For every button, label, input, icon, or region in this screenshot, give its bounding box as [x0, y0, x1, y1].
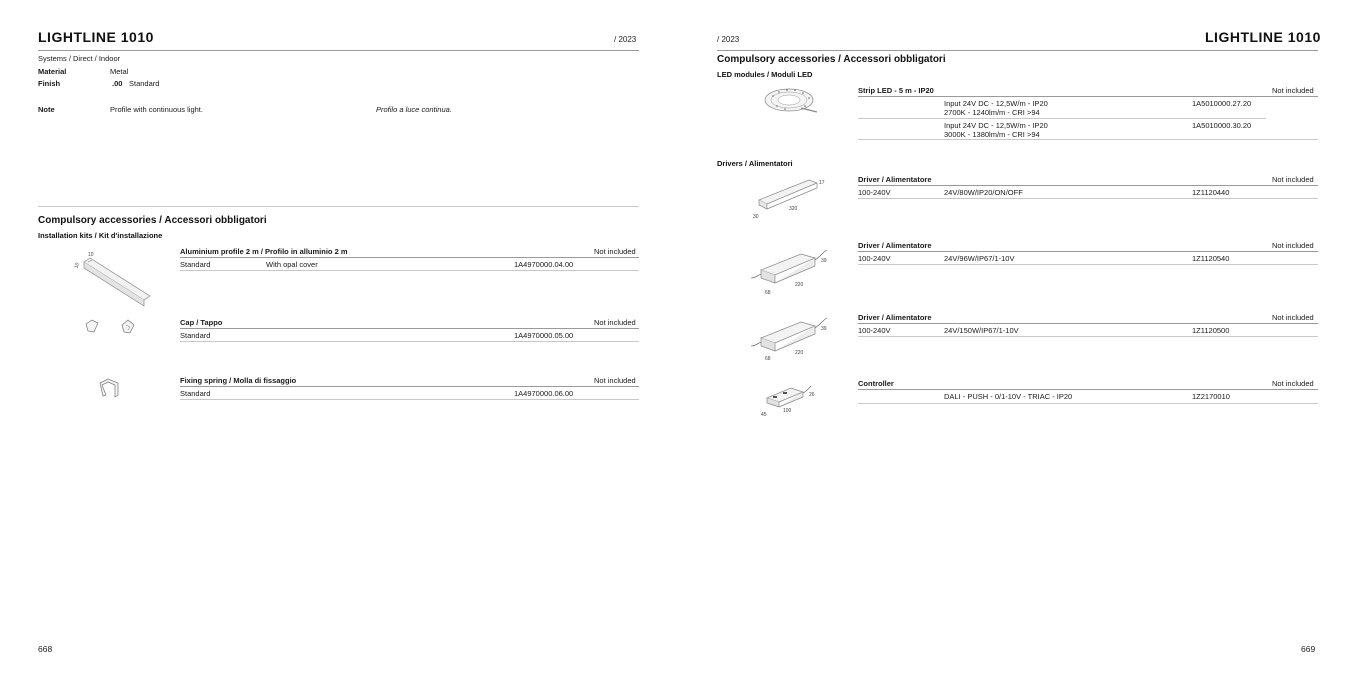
dim-width: 30 — [753, 214, 759, 220]
row-divider — [180, 399, 639, 400]
strip-spec-line2: 3000K - 1380lm/m - CRI >94 — [944, 130, 1040, 139]
availability-label: Not included — [1272, 313, 1314, 322]
strip-spec-line1: Input 24V DC - 12,5W/m - IP20 — [944, 121, 1048, 130]
product-divider — [180, 328, 639, 329]
driver-spec: 24V/96W/IP67/1-10V — [944, 254, 1015, 263]
availability-label: Not included — [1272, 379, 1314, 388]
product-divider — [180, 386, 639, 387]
section-subtitle: Installation kits / Kit d'installazione — [38, 231, 163, 240]
product-code: 1A5010000.27.20 — [1192, 99, 1252, 108]
strip-led-name: Strip LED - 5 m - IP20 — [858, 86, 934, 95]
dim-height: 17 — [819, 180, 825, 186]
right-page — [677, 0, 1355, 677]
driver-96w-illustration — [751, 242, 827, 296]
row-divider — [858, 336, 1318, 337]
product-code: 1A4970000.05.00 — [514, 331, 574, 340]
dim-length: 220 — [795, 282, 804, 288]
note-english: Profile with continuous light. — [110, 105, 203, 114]
title-divider — [38, 50, 639, 51]
product-name: Driver / Alimentatore — [858, 175, 932, 184]
availability-label: Not included — [594, 318, 636, 327]
led-subtitle: LED modules / Moduli LED — [717, 70, 813, 79]
dim-height: 10 — [73, 261, 81, 270]
title-divider — [717, 50, 1318, 51]
row-divider — [858, 118, 1266, 119]
row-divider — [858, 139, 1318, 140]
availability-label: Not included — [594, 376, 636, 385]
dim-height: 39 — [821, 258, 827, 264]
dim-length: 100 — [783, 408, 792, 414]
category-label: Systems / Direct / Indoor — [38, 54, 121, 63]
dim-length: 320 — [789, 206, 798, 212]
product-code: 1A5010000.30.20 — [1192, 121, 1252, 130]
product-name: Driver / Alimentatore — [858, 241, 932, 250]
finish-code: .00 — [112, 79, 123, 88]
row-divider — [180, 341, 639, 342]
year-label: / 2023 — [614, 35, 637, 44]
product-name: Fixing spring / Molla di fissaggio — [180, 376, 297, 385]
availability-label: Not included — [1272, 241, 1314, 250]
strip-spec-line1: Input 24V DC - 12,5W/m - IP20 — [944, 99, 1048, 108]
finish-value: Standard — [129, 79, 160, 88]
dim-width: 68 — [765, 290, 771, 296]
driver-80w-illustration — [751, 174, 827, 222]
note-italian: Profilo a luce continua. — [376, 105, 452, 114]
dim-height: 39 — [821, 326, 827, 332]
controller-illustration — [761, 380, 821, 420]
year-label: / 2023 — [717, 35, 740, 44]
driver-150w-illustration — [751, 312, 827, 364]
product-name: Cap / Tappo — [180, 318, 223, 327]
input-voltage: 100-240V — [858, 254, 891, 263]
availability-label: Not included — [1272, 86, 1314, 95]
page-title: LIGHTLINE 1010 — [1205, 29, 1321, 45]
availability-label: Not included — [1272, 175, 1314, 184]
finish-label: Finish — [38, 79, 61, 88]
input-voltage: 100-240V — [858, 188, 891, 197]
material-value: Metal — [110, 67, 129, 76]
drivers-subtitle: Drivers / Alimentatori — [717, 159, 793, 168]
row-divider — [180, 270, 639, 271]
product-code: 1A4970000.06.00 — [514, 389, 574, 398]
dim-height: 26 — [809, 392, 815, 398]
availability-label: Not included — [594, 247, 636, 256]
product-code: 1Z1120540 — [1192, 254, 1230, 263]
aluminium-profile-illustration — [72, 248, 152, 306]
input-voltage: 100-240V — [858, 326, 891, 335]
product-divider — [180, 257, 639, 258]
cap-illustration — [84, 318, 140, 338]
driver-spec: 24V/80W/IP20/ON/OFF — [944, 188, 1023, 197]
left-page — [0, 0, 677, 677]
product-divider — [858, 96, 1318, 97]
section-title: Compulsory accessories / Accessori obbligatori — [717, 54, 946, 65]
product-divider — [858, 185, 1318, 186]
strip-spec-line2: 2700K - 1240lm/m - CRI >94 — [944, 108, 1040, 117]
product-name: Controller — [858, 379, 894, 388]
product-code: 1Z1120440 — [1192, 188, 1230, 197]
dim-width: 10 — [88, 252, 94, 258]
page-number: 668 — [38, 644, 53, 654]
product-divider — [858, 389, 1318, 390]
note-label: Note — [38, 105, 55, 114]
product-divider — [858, 323, 1318, 324]
variant-label: Standard — [180, 389, 211, 398]
product-code: 1Z2170010 — [1192, 392, 1230, 401]
row-divider — [858, 198, 1318, 199]
dim-width: 68 — [765, 356, 771, 362]
row-divider — [858, 403, 1318, 404]
product-name: Aluminium profile 2 m / Profilo in alluminio 2 m — [180, 247, 348, 256]
variant-label: Standard — [180, 260, 211, 269]
fixing-spring-illustration — [98, 377, 122, 401]
led-strip-illustration — [761, 86, 821, 116]
page-number: 669 — [1301, 644, 1316, 654]
dim-length: 220 — [795, 350, 804, 356]
product-name: Driver / Alimentatore — [858, 313, 932, 322]
driver-spec: 24V/150W/IP67/1-10V — [944, 326, 1019, 335]
section-title: Compulsory accessories / Accessori obbligatori — [38, 215, 267, 226]
variant-label: Standard — [180, 331, 211, 340]
product-code: 1A4970000.04.00 — [514, 260, 574, 269]
row-divider — [858, 264, 1318, 265]
section-divider — [38, 206, 639, 207]
material-label: Material — [38, 67, 67, 76]
page-title: LIGHTLINE 1010 — [38, 29, 154, 45]
product-code: 1Z1120500 — [1192, 326, 1230, 335]
dim-width: 45 — [761, 412, 767, 418]
variant-description: With opal cover — [266, 260, 318, 269]
controller-spec: DALI - PUSH - 0/1-10V - TRIAC - IP20 — [944, 392, 1073, 401]
product-divider — [858, 251, 1318, 252]
